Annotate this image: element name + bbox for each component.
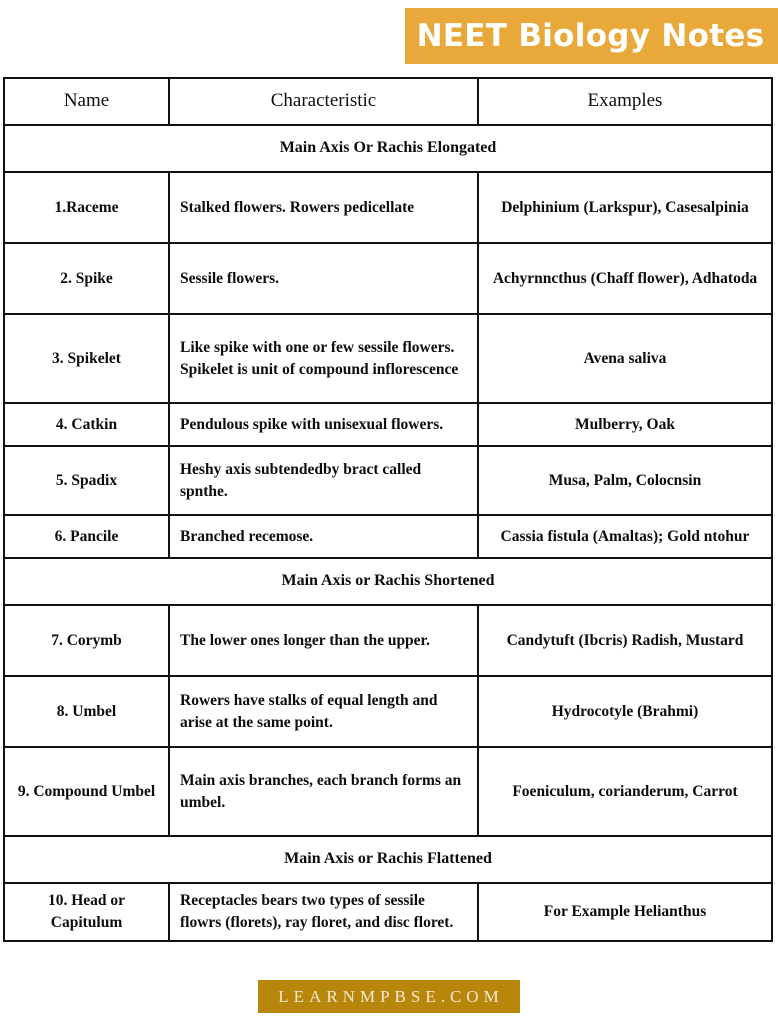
row-examples: Avena saliva [478, 314, 772, 403]
row-name: 1.Raceme [4, 172, 169, 243]
row-name: 10. Head or Capitulum [4, 883, 169, 941]
row-name: 3. Spikelet [4, 314, 169, 403]
page-header [0, 0, 778, 66]
title-banner [405, 8, 778, 64]
table-row [4, 446, 772, 515]
row-characteristic: Like spike with one or few sessile flowers. Spikelet is unit of compound inflorescence [169, 314, 478, 403]
row-name: 4. Catkin [4, 403, 169, 446]
table-section-row [4, 125, 772, 172]
row-characteristic: Stalked flowers. Rowers pedicellate [169, 172, 478, 243]
row-name: 8. Umbel [4, 676, 169, 747]
column-header-characteristic: Characteristic [169, 78, 478, 125]
row-examples: Cassia fistula (Amaltas); Gold ntohur [478, 515, 772, 558]
inflorescence-table-container [3, 77, 771, 942]
row-name: 7. Corymb [4, 605, 169, 676]
row-characteristic: The lower ones longer than the upper. [169, 605, 478, 676]
table-row [4, 243, 772, 314]
table-row [4, 314, 772, 403]
column-header-examples: Examples [478, 78, 772, 125]
table-head [4, 78, 772, 125]
table-row [4, 605, 772, 676]
row-examples: Achyrnncthus (Chaff flower), Adhatoda [478, 243, 772, 314]
row-examples: Mulberry, Oak [478, 403, 772, 446]
row-characteristic: Receptacles bears two types of sessile flowrs (florets), ray floret, and disc floret. [169, 883, 478, 941]
row-examples: Delphinium (Larkspur), Casesalpinia [478, 172, 772, 243]
column-header-name: Name [4, 78, 169, 125]
row-name: 9. Compound Umbel [4, 747, 169, 836]
table-row [4, 676, 772, 747]
section-label: Main Axis or Rachis Flattened [4, 836, 772, 883]
table-row [4, 515, 772, 558]
table-body [4, 125, 772, 941]
table-row [4, 403, 772, 446]
row-characteristic: Rowers have stalks of equal length and arise at the same point. [169, 676, 478, 747]
section-label: Main Axis or Rachis Shortened [4, 558, 772, 605]
table-row [4, 883, 772, 941]
page-footer [0, 980, 778, 1013]
row-characteristic: Heshy axis subtendedby bract called spnthe. [169, 446, 478, 515]
table-row [4, 747, 772, 836]
row-characteristic: Pendulous spike with unisexual flowers. [169, 403, 478, 446]
table-section-row [4, 558, 772, 605]
row-characteristic: Main axis branches, each branch forms an umbel. [169, 747, 478, 836]
table-section-row [4, 836, 772, 883]
table-row [4, 172, 772, 243]
section-label: Main Axis Or Rachis Elongated [4, 125, 772, 172]
row-examples: Musa, Palm, Colocnsin [478, 446, 772, 515]
page-title: NEET Biology Notes [416, 17, 765, 54]
row-examples: Foeniculum, corianderum, Carrot [478, 747, 772, 836]
row-examples: Candytuft (Ibcris) Radish, Mustard [478, 605, 772, 676]
row-examples: For Example Helianthus [478, 883, 772, 941]
row-name: 6. Pancile [4, 515, 169, 558]
row-name: 5. Spadix [4, 446, 169, 515]
row-characteristic: Branched recemose. [169, 515, 478, 558]
row-name: 2. Spike [4, 243, 169, 314]
row-characteristic: Sessile flowers. [169, 243, 478, 314]
site-watermark: LEARNMPBSE.COM [258, 980, 519, 1013]
inflorescence-table [3, 77, 773, 942]
row-examples: Hydrocotyle (Brahmi) [478, 676, 772, 747]
table-header-row [4, 78, 772, 125]
